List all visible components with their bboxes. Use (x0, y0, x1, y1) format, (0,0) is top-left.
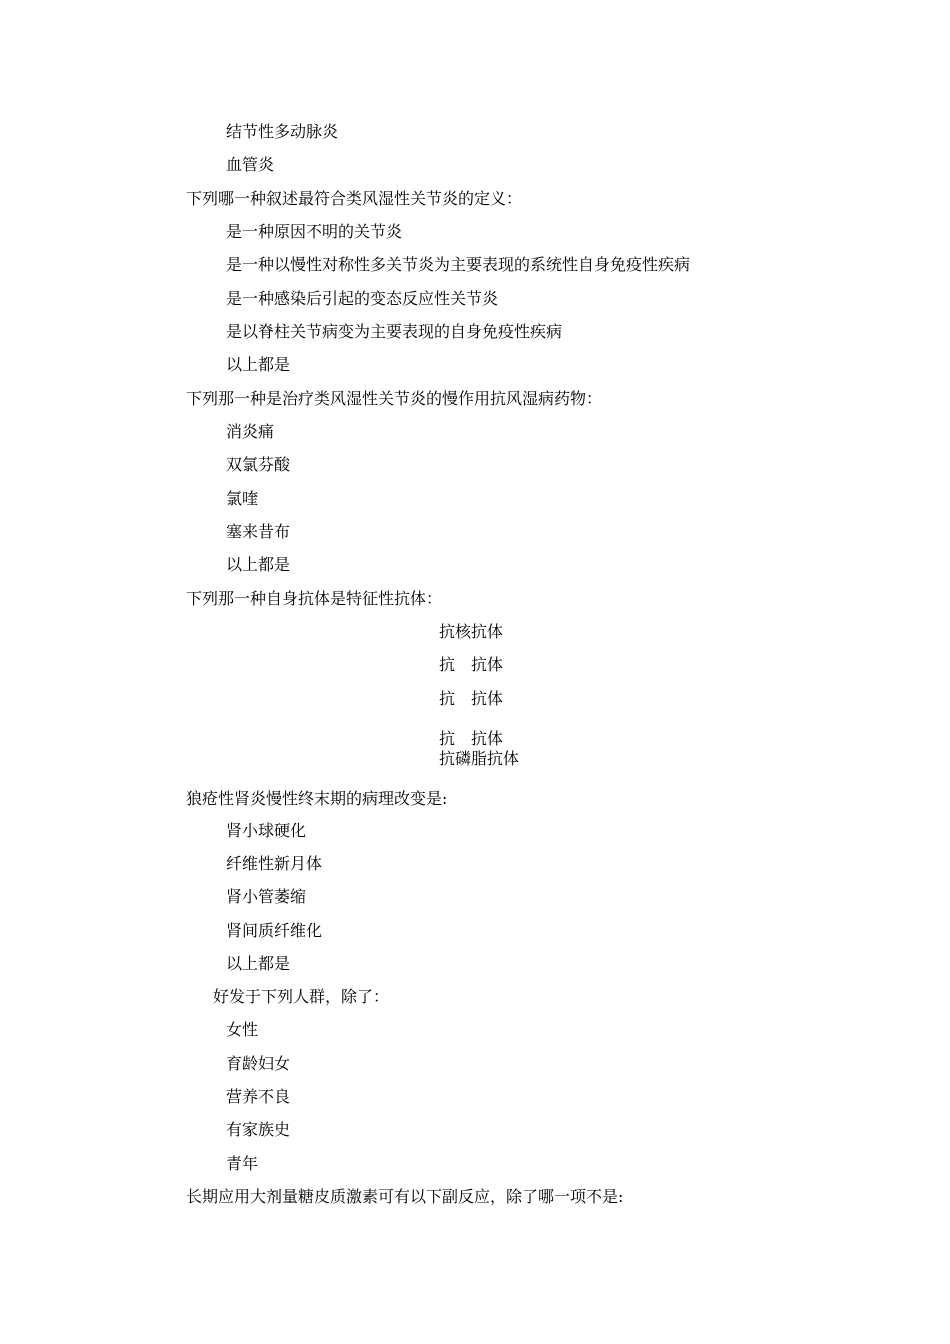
option-text: 是一种以慢性对称性多关节炎为主要表现的系统性自身免疫性疾病 (226, 255, 691, 274)
question-stem: 长期应用大剂量糖皮质激素可有以下副反应，除了哪一项不是: (186, 1187, 624, 1206)
option-text: 是一种原因不明的关节炎 (226, 222, 403, 241)
option-text: 肾间质纤维化 (226, 921, 323, 940)
option-text: 肾小球硬化 (226, 821, 307, 840)
option-text: 青年 (226, 1154, 259, 1173)
option-text: 血管炎 (226, 155, 275, 174)
option-text: 纤维性新月体 (226, 854, 323, 873)
question-stem: 下列那一种是治疗类风湿性关节炎的慢作用抗风湿病药物： (186, 389, 603, 408)
option-text: 女性 (226, 1020, 259, 1039)
option-text: 抗 抗体 (439, 655, 504, 674)
question-stem: 下列那一种自身抗体是特征性抗体： (186, 589, 443, 608)
option-text: 是以脊柱关节病变为主要表现的自身免疫性疾病 (226, 322, 563, 341)
option-text: 以上都是 (226, 954, 291, 973)
question-stem: 狼疮性肾炎慢性终末期的病理改变是: (186, 789, 448, 808)
option-text: 消炎痛 (226, 422, 275, 441)
option-text: 是一种感染后引起的变态反应性关节炎 (226, 289, 499, 308)
question-stem: 好发于下列人群，除了： (213, 987, 390, 1006)
option-text: 以上都是 (226, 555, 291, 574)
option-text: 肾小管萎缩 (226, 887, 307, 906)
option-text: 抗 抗体 (439, 689, 504, 708)
option-text: 结节性多动脉炎 (226, 122, 339, 141)
option-text: 塞来昔布 (226, 522, 291, 541)
option-text: 育龄妇女 (226, 1054, 291, 1073)
option-text: 抗 抗体 (439, 729, 504, 748)
option-text: 营养不良 (226, 1087, 291, 1106)
question-stem: 下列哪一种叙述最符合类风湿性关节炎的定义： (186, 189, 523, 208)
option-text: 氯喹 (226, 489, 259, 508)
option-text: 以上都是 (226, 355, 291, 374)
option-text-clipped: 抗磷脂抗体 (439, 749, 520, 768)
option-text: 有家族史 (226, 1120, 291, 1139)
option-text: 抗核抗体 (439, 622, 504, 641)
option-text: 双氯芬酸 (226, 455, 291, 474)
